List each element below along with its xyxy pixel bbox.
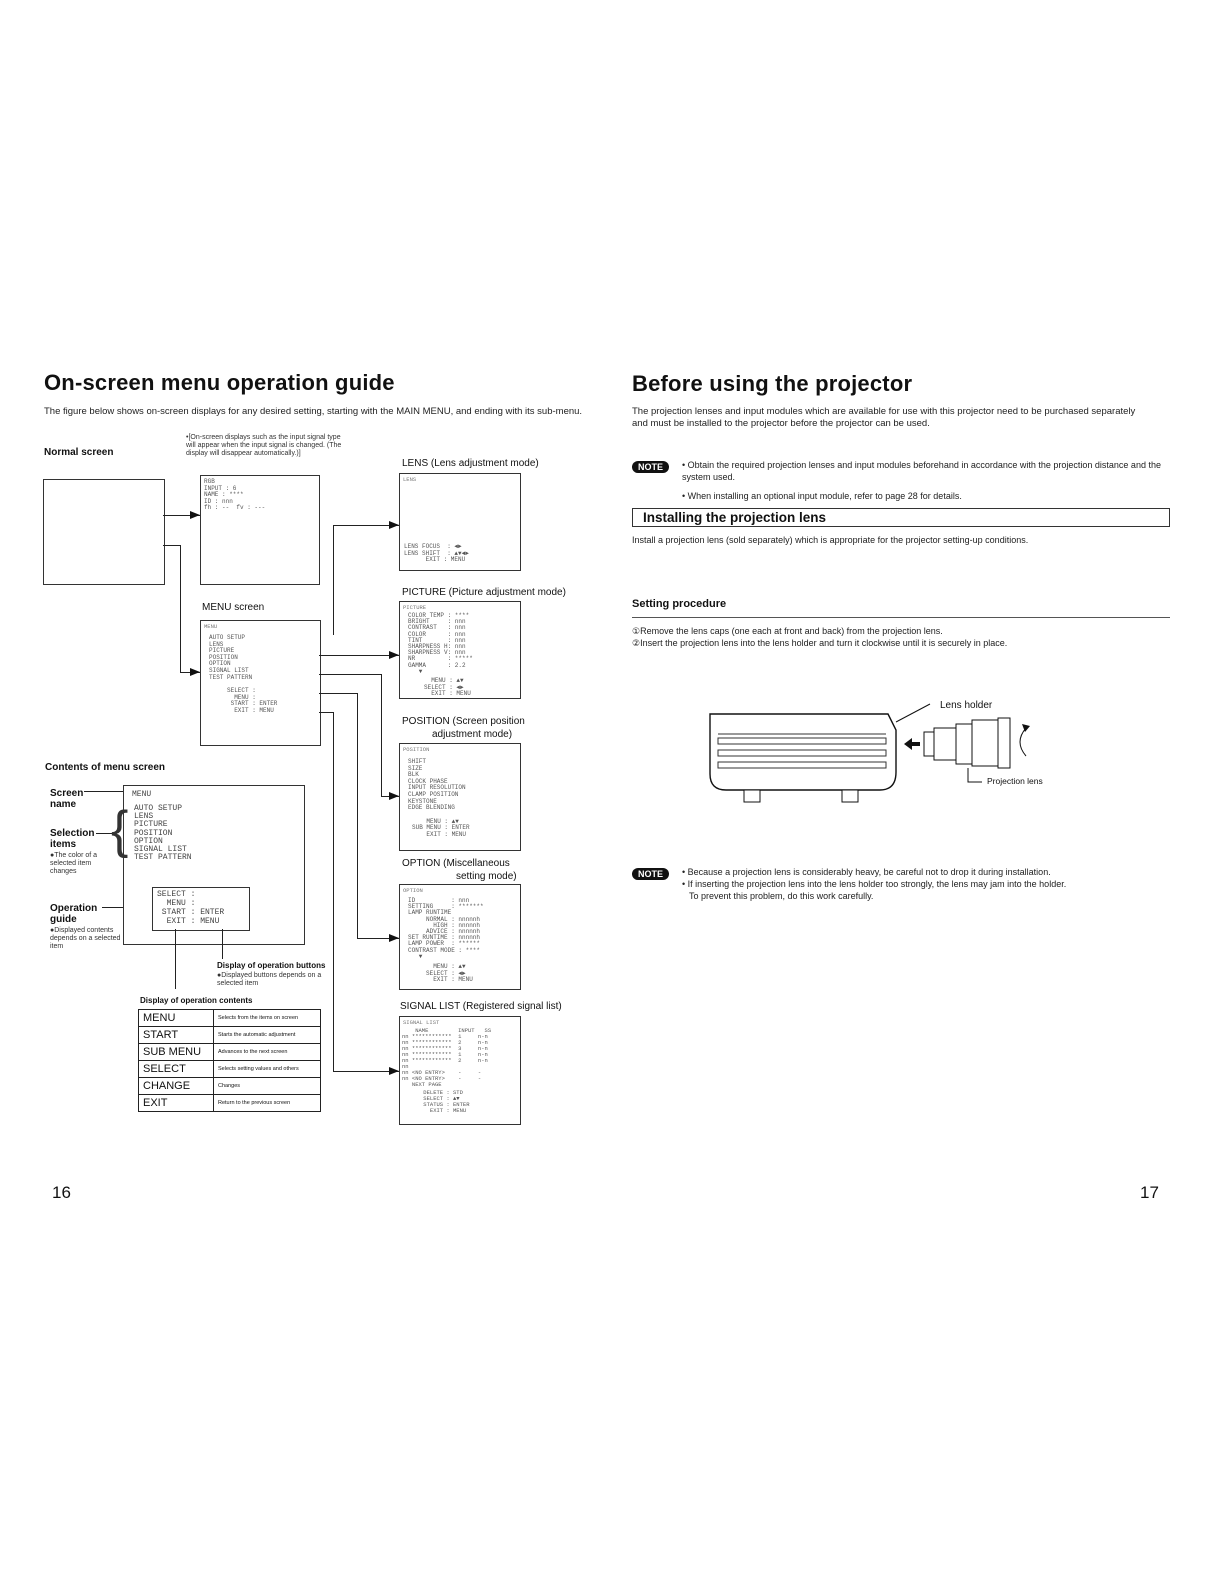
table-row (139, 1078, 321, 1095)
table-row (139, 1044, 321, 1061)
big-menu-ops: SELECT : MENU : START : ENTER EXIT : MENU (157, 890, 225, 926)
op-key: SUB MENU (139, 1044, 214, 1061)
right-page-number: 17 (1140, 1183, 1159, 1202)
section-header-box (632, 508, 1170, 527)
step-1: ①Remove the lens caps (one each at front and back) from the projection lens. (632, 626, 943, 636)
pointer-line (222, 929, 223, 959)
lens-part (998, 718, 1010, 768)
rotate-arrowhead-icon (1022, 724, 1030, 732)
connector-line (319, 674, 381, 675)
operation-note: ●Displayed contents depends on a selected item (50, 927, 121, 950)
picture-lines: COLOR TEMP : **** BRIGHT : nnn CONTRAST : nnn COLOR : nnn TINT : nnn SHARPNESS H: nnn SHARPNESS V: nnn NR : ***** GAMMA : 2.2 ▼ (408, 612, 473, 675)
normal-screen-note: •[On-screen displays such as the input signal type will appear when the input signal is changed. (The display will disappear automatically.)] (186, 434, 342, 457)
arrow-icon (190, 511, 200, 519)
procedure-title: Setting procedure (632, 598, 727, 610)
option-screen (399, 884, 521, 990)
selection-note: ●The color of a selected item changes (50, 852, 98, 875)
note-badge-2 (632, 864, 669, 882)
option-caption-1: OPTION (Miscellaneous (402, 858, 510, 869)
note-badge-text: NOTE (632, 868, 669, 880)
arrow-icon (389, 792, 399, 800)
picture-screen (399, 601, 521, 699)
note-badge-text: NOTE (632, 461, 669, 473)
normal-screen-box (43, 479, 165, 585)
projector-foot (744, 790, 760, 802)
note-2: • When installing an optional input module, refer to page 28 for details. (682, 491, 962, 501)
projector-body (710, 714, 896, 790)
op-contents-table (138, 1009, 321, 1112)
note-5: To prevent this problem, do this work carefully. (689, 891, 874, 901)
left-intro: The figure below shows on-screen displays for any desired setting, starting with the MAIN MENU, and ending with its sub-menu. (44, 406, 583, 417)
arrow-icon (389, 521, 399, 529)
menu-screen-label: MENU screen (202, 602, 265, 613)
connector-line (333, 525, 334, 635)
op-desc: Return to the previous screen (214, 1095, 321, 1112)
selection-items-label: Selection items (50, 828, 95, 850)
projection-lens-pointer (968, 768, 982, 782)
option-lines: ID : nnn SETTING : ******* LAMP RUNTIME NORMAL : nnnnnh HIGH : nnnnnh ADVICE : nnnnnh SET RUNTIME : nnnnnh LAMP POWER : ****** CONTRAST MODE : **** ▼ (408, 897, 484, 960)
op-buttons-label: Display of operation buttons (217, 961, 326, 970)
op-desc: Changes (214, 1078, 321, 1095)
input-info-lines: RGB INPUT : 6 NAME : **** ID : nnn fh : -- fv : --- (204, 478, 266, 512)
screen-name-label: Screen name (50, 788, 84, 810)
lens-part (934, 728, 956, 760)
projector-illustration (700, 690, 1080, 810)
table-row (139, 1010, 321, 1027)
position-lines: SHIFT SIZE BLK CLOCK PHASE INPUT RESOLUTION CLAMP POSITION KEYSTONE EDGE BLENDING (408, 758, 466, 812)
connector-line (381, 674, 382, 796)
op-key: CHANGE (139, 1078, 214, 1095)
connector-line (319, 712, 333, 713)
arrow-icon (389, 1067, 399, 1075)
signal-list-screen (399, 1016, 521, 1125)
lens-holder-label: Lens holder (940, 700, 993, 711)
insert-arrow-icon (904, 738, 920, 750)
contents-label: Contents of menu screen (45, 762, 166, 773)
big-menu-items: AUTO SETUP LENS PICTURE POSITION OPTION SIGNAL LIST TEST PATTERN (134, 804, 192, 863)
lens-lines: LENS FOCUS : ◄► LENS SHIFT : ▲▼◄► EXIT : MENU (404, 543, 469, 564)
projection-lens-label: Projection lens (987, 776, 1043, 786)
table-row (139, 1061, 321, 1078)
section-text: Install a projection lens (sold separately) which is appropriate for the projector setting-up conditions. (632, 535, 1029, 545)
projector-foot (842, 790, 858, 802)
menu-screen (200, 620, 321, 746)
option-title: OPTION (403, 887, 423, 894)
connector-line (357, 693, 358, 939)
arrow-icon (190, 668, 200, 676)
step-2: ②Insert the projection lens into the lens holder and turn it clockwise until it is securely in place. (632, 638, 1008, 648)
big-menu-title: MENU (132, 790, 152, 799)
op-desc: Advances to the next screen (214, 1044, 321, 1061)
signal-ops: DELETE : STD SELECT : ▲▼ STATUS : ENTER EXIT : MENU (423, 1089, 470, 1114)
arrow-icon (389, 934, 399, 942)
lens-title: LENS (403, 476, 417, 483)
note-1: • Obtain the required projection lenses and input modules beforehand in accordance with the projection distance and the system used. (682, 460, 1161, 482)
op-buttons-note: ●Displayed buttons depends on a selected item (217, 972, 322, 987)
lens-part (956, 724, 972, 764)
input-info-screen (200, 475, 320, 585)
op-guide-box (152, 887, 250, 931)
lens-part (924, 732, 934, 756)
table-row (139, 1027, 321, 1044)
lens-part (972, 720, 998, 766)
op-key: MENU (139, 1010, 214, 1027)
note-badge (632, 457, 669, 475)
op-key: SELECT (139, 1061, 214, 1078)
signal-caption: SIGNAL LIST (Registered signal list) (400, 1001, 562, 1012)
menu-screen-title: MENU (204, 623, 218, 630)
op-contents-label: Display of operation contents (140, 996, 253, 1005)
menu-screen-items: AUTO SETUP LENS PICTURE POSITION OPTION SIGNAL LIST TEST PATTERN (209, 634, 253, 681)
left-page-title: On-screen menu operation guide (44, 370, 395, 395)
position-ops: MENU : ▲▼ SUB MENU : ENTER EXIT : MENU (412, 817, 470, 838)
menu-screen-ops: SELECT : MENU : START : ENTER EXIT : MENU (227, 687, 278, 714)
divider (632, 617, 1170, 618)
picture-ops: MENU : ▲▼ SELECT : ◄► EXIT : MENU (424, 677, 471, 698)
position-title: POSITION (403, 746, 430, 753)
picture-title: PICTURE (403, 604, 427, 611)
op-key: START (139, 1027, 214, 1044)
option-caption-2: setting mode) (456, 871, 517, 882)
connector-line (180, 545, 181, 673)
pointer-line (175, 929, 176, 989)
position-caption-2: adjustment mode) (432, 729, 513, 740)
right-page-title: Before using the projector (632, 371, 913, 396)
lens-holder-pointer (896, 704, 930, 722)
op-key: EXIT (139, 1095, 214, 1112)
connector-line (319, 655, 399, 656)
normal-screen-label: Normal screen (44, 447, 114, 458)
op-desc: Selects from the items on screen (214, 1010, 321, 1027)
brace-icon: { (111, 801, 129, 859)
left-page-number: 16 (52, 1183, 71, 1202)
pointer-line (84, 791, 124, 792)
note-3: • Because a projection lens is considerably heavy, be careful not to drop it during installation. (682, 867, 1051, 877)
position-screen (399, 743, 521, 851)
note-4: • If inserting the projection lens into the lens holder too strongly, the lens may jam into the holder. (682, 879, 1067, 889)
connector-line (333, 712, 334, 1072)
rotate-arrow-icon (1020, 728, 1026, 756)
signal-title: SIGNAL LIST (403, 1019, 440, 1026)
table-row (139, 1095, 321, 1112)
position-caption-1: POSITION (Screen position (402, 716, 525, 727)
section-title: Installing the projection lens (643, 510, 827, 525)
signal-lines: NAME INPUT SS nn ************ 1 n-n nn ************ 2 n-n nn ************ 3 n-n nn ************ 1 n-n nn ************ 2 n-n nn nn <NO ENTRY> - - nn <NO ENTRY> - - NEXT PAGE (402, 1027, 492, 1088)
connector-line (319, 693, 357, 694)
option-ops: MENU : ▲▼ SELECT : ◄► EXIT : MENU (426, 963, 473, 984)
op-desc: Starts the automatic adjustment (214, 1027, 321, 1044)
arrow-icon (389, 651, 399, 659)
picture-caption: PICTURE (Picture adjustment mode) (402, 587, 566, 598)
op-desc: Selects setting values and others (214, 1061, 321, 1078)
operation-guide-label: Operation guide (50, 903, 98, 925)
right-intro: The projection lenses and input modules which are available for use with this projector need to be purchased separately and must be installed to the projector before the projector can be used. (632, 406, 1136, 429)
lens-caption: LENS (Lens adjustment mode) (402, 458, 539, 469)
lens-screen (399, 473, 521, 571)
connector-line (163, 545, 181, 546)
